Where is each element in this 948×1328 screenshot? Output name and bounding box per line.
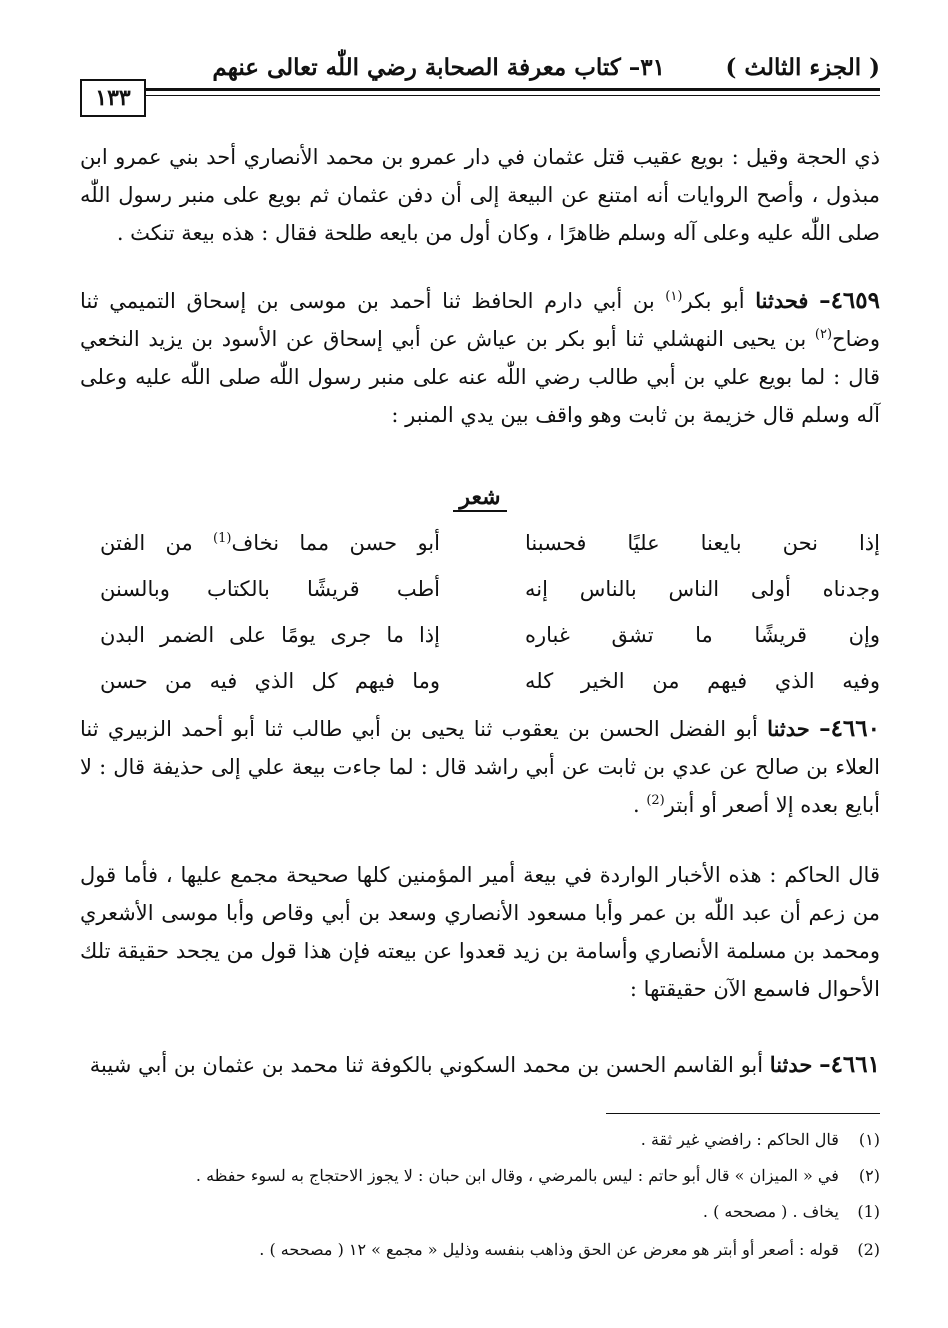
page-number: ١٣٣ [80, 79, 146, 117]
hadith-4660 [80, 710, 880, 824]
footnote-ref: (٢) [814, 327, 833, 342]
footnote-separator [606, 1113, 880, 1114]
hadith-text: أبو القاسم الحسن بن محمد السكوني بالكوفة ثنا محمد بن عثمان بن أبي شيبة [89, 1053, 764, 1077]
verse-3 [80, 612, 880, 658]
verse-2 [80, 566, 880, 612]
verse-4 [80, 658, 880, 704]
footnote-text: قوله : أصعر أو أبتر هو معرض عن الحق وذاهب بنفسه وذليل « مجمع » ١٢ ( مصححه ) . [259, 1240, 839, 1259]
hadith-text: . [632, 793, 640, 817]
verse-second-hemistich: إذا ما جرى يومًا على الضمر البدن [100, 623, 440, 647]
hadith-text: بن أبي دارم الحافظ ثنا أحمد بن موسى بن إسحاق التميمي ثنا وضاح [80, 289, 880, 351]
running-header [80, 52, 880, 84]
footnote-text: يخاف . ( مصححه ) . [702, 1202, 839, 1221]
footnote-marker: (2) [857, 1240, 880, 1259]
footnote-4 [80, 1234, 880, 1266]
footnote-3 [80, 1196, 880, 1228]
verse-second-hemistich: وما فيهم كل الذي فيه من حسن [100, 669, 440, 693]
footnote-marker: (١) [858, 1130, 880, 1149]
header-rule-thin [146, 95, 880, 96]
hakim-paragraph: قال الحاكم : هذه الأخبار الواردة في بيعة أمير المؤمنين كلها صحيحة مجمع عليها ، فأما قول من زعم أن عبد اللّٰه بن عمر وأبا مسعود الأنصاري وسعد بن أبي وقاص وأبا موسى الأشعري ومحمد بن مسلمة الأنصاري وأسامة بن زيد قعدوا عن بيعته فإن هذا قول من يجحد حقيقة تلك الأحوال فاسمع الآن حقيقتها : [80, 863, 880, 1001]
footnote-marker: (٢) [858, 1166, 880, 1185]
footnote-2 [80, 1160, 880, 1192]
verse-first-hemistich: وفيه الذي فيهم من الخير كله [525, 669, 880, 693]
footnote-text: في « الميزان » قال أبو حاتم : ليس بالمرضي ، وقال ابن حبان : لا يجوز الاحتجاج به لسوء حفظه . [195, 1166, 839, 1185]
hadith-number: ٤٦٦١– [819, 1051, 880, 1078]
hadith-number: ٤٦٥٩– [819, 287, 880, 314]
footnote-marker: (1) [857, 1202, 880, 1221]
hadith-number: ٤٦٦٠– [819, 715, 880, 742]
paragraph-bay'a: ذي الحجة وقيل : بويع عقيب قتل عثمان في دار عمرو بن محمد الأنصاري أحد بني عمرو ابن مبذول ، وأصح الروايات أنه امتنع عن البيعة إلى أن دفن عثمان ثم بويع على منبر رسول اللّٰه صلى اللّٰه عليه وعلى آله وسلم ظاهرًا ، وكان أول من بايعه طلحة فقال : هذه بيعة تنكث . [80, 145, 880, 245]
hadith-4661 [80, 1046, 880, 1084]
hadith-text: أبو الفضل الحسن بن يعقوب ثنا يحيى بن أبي طالب ثنا أبو أحمد الزبيري ثنا العلاء بن صالح عن عدي بن ثابت عن أبي راشد قال : لما جاءت بيعة علي إلى حذيفة قال : لا أبايع بعده إلا أصعر أو أبتر [80, 717, 880, 817]
footnote-text: قال الحاكم : رافضي غير ثقة . [640, 1130, 839, 1149]
hadith-text: أبو بكر [682, 289, 745, 313]
verse-second-hemistich: أبو حسن مما نخاف$^{(1)}$ من الفتن [100, 531, 440, 555]
poem-title: شعر [400, 480, 560, 514]
verse-first-hemistich: وإن قريشًا ما تشق غباره [525, 623, 880, 647]
footnote-ref: (١) [665, 289, 683, 304]
verse-1 [80, 520, 880, 566]
chapter-title: ٣١– كتاب معرفة الصحابة رضي اللّٰه تعالى عنهم [212, 54, 665, 81]
footnote-1 [80, 1124, 880, 1156]
hadith-lead: حدثنا [769, 1052, 813, 1077]
footnote-ref: (2) [646, 793, 665, 808]
volume-title: ( الجزء الثالث ) [725, 54, 880, 81]
verse-first-hemistich: إذا نحن بايعنا عليًا فحسبنا [525, 531, 880, 555]
hadith-lead: فحدثنا [755, 288, 809, 313]
verse-second-hemistich: أطب قريشًا بالكتاب وبالسنن [100, 577, 440, 601]
hadith-lead: حدثنا [767, 716, 810, 741]
verse-first-hemistich: وجدناه أولى الناس بالناس إنه [525, 577, 880, 601]
hadith-4659 [80, 282, 880, 434]
footnote-ref: (1) [213, 531, 232, 546]
hadith-text: بن يحيى النهشلي ثنا أبو بكر بن عياش عن أبي إسحاق عن الأسود بن يزيد النخعي قال : لما بويع علي بن أبي طالب رضي اللّٰه عنه على منبر رسول اللّٰه صلى اللّٰه عليه وعلى آله وسلم قال خزيمة بن ثابت وهو واقف بين يدي المنبر : [80, 327, 880, 427]
header-rule-thick [146, 88, 880, 91]
